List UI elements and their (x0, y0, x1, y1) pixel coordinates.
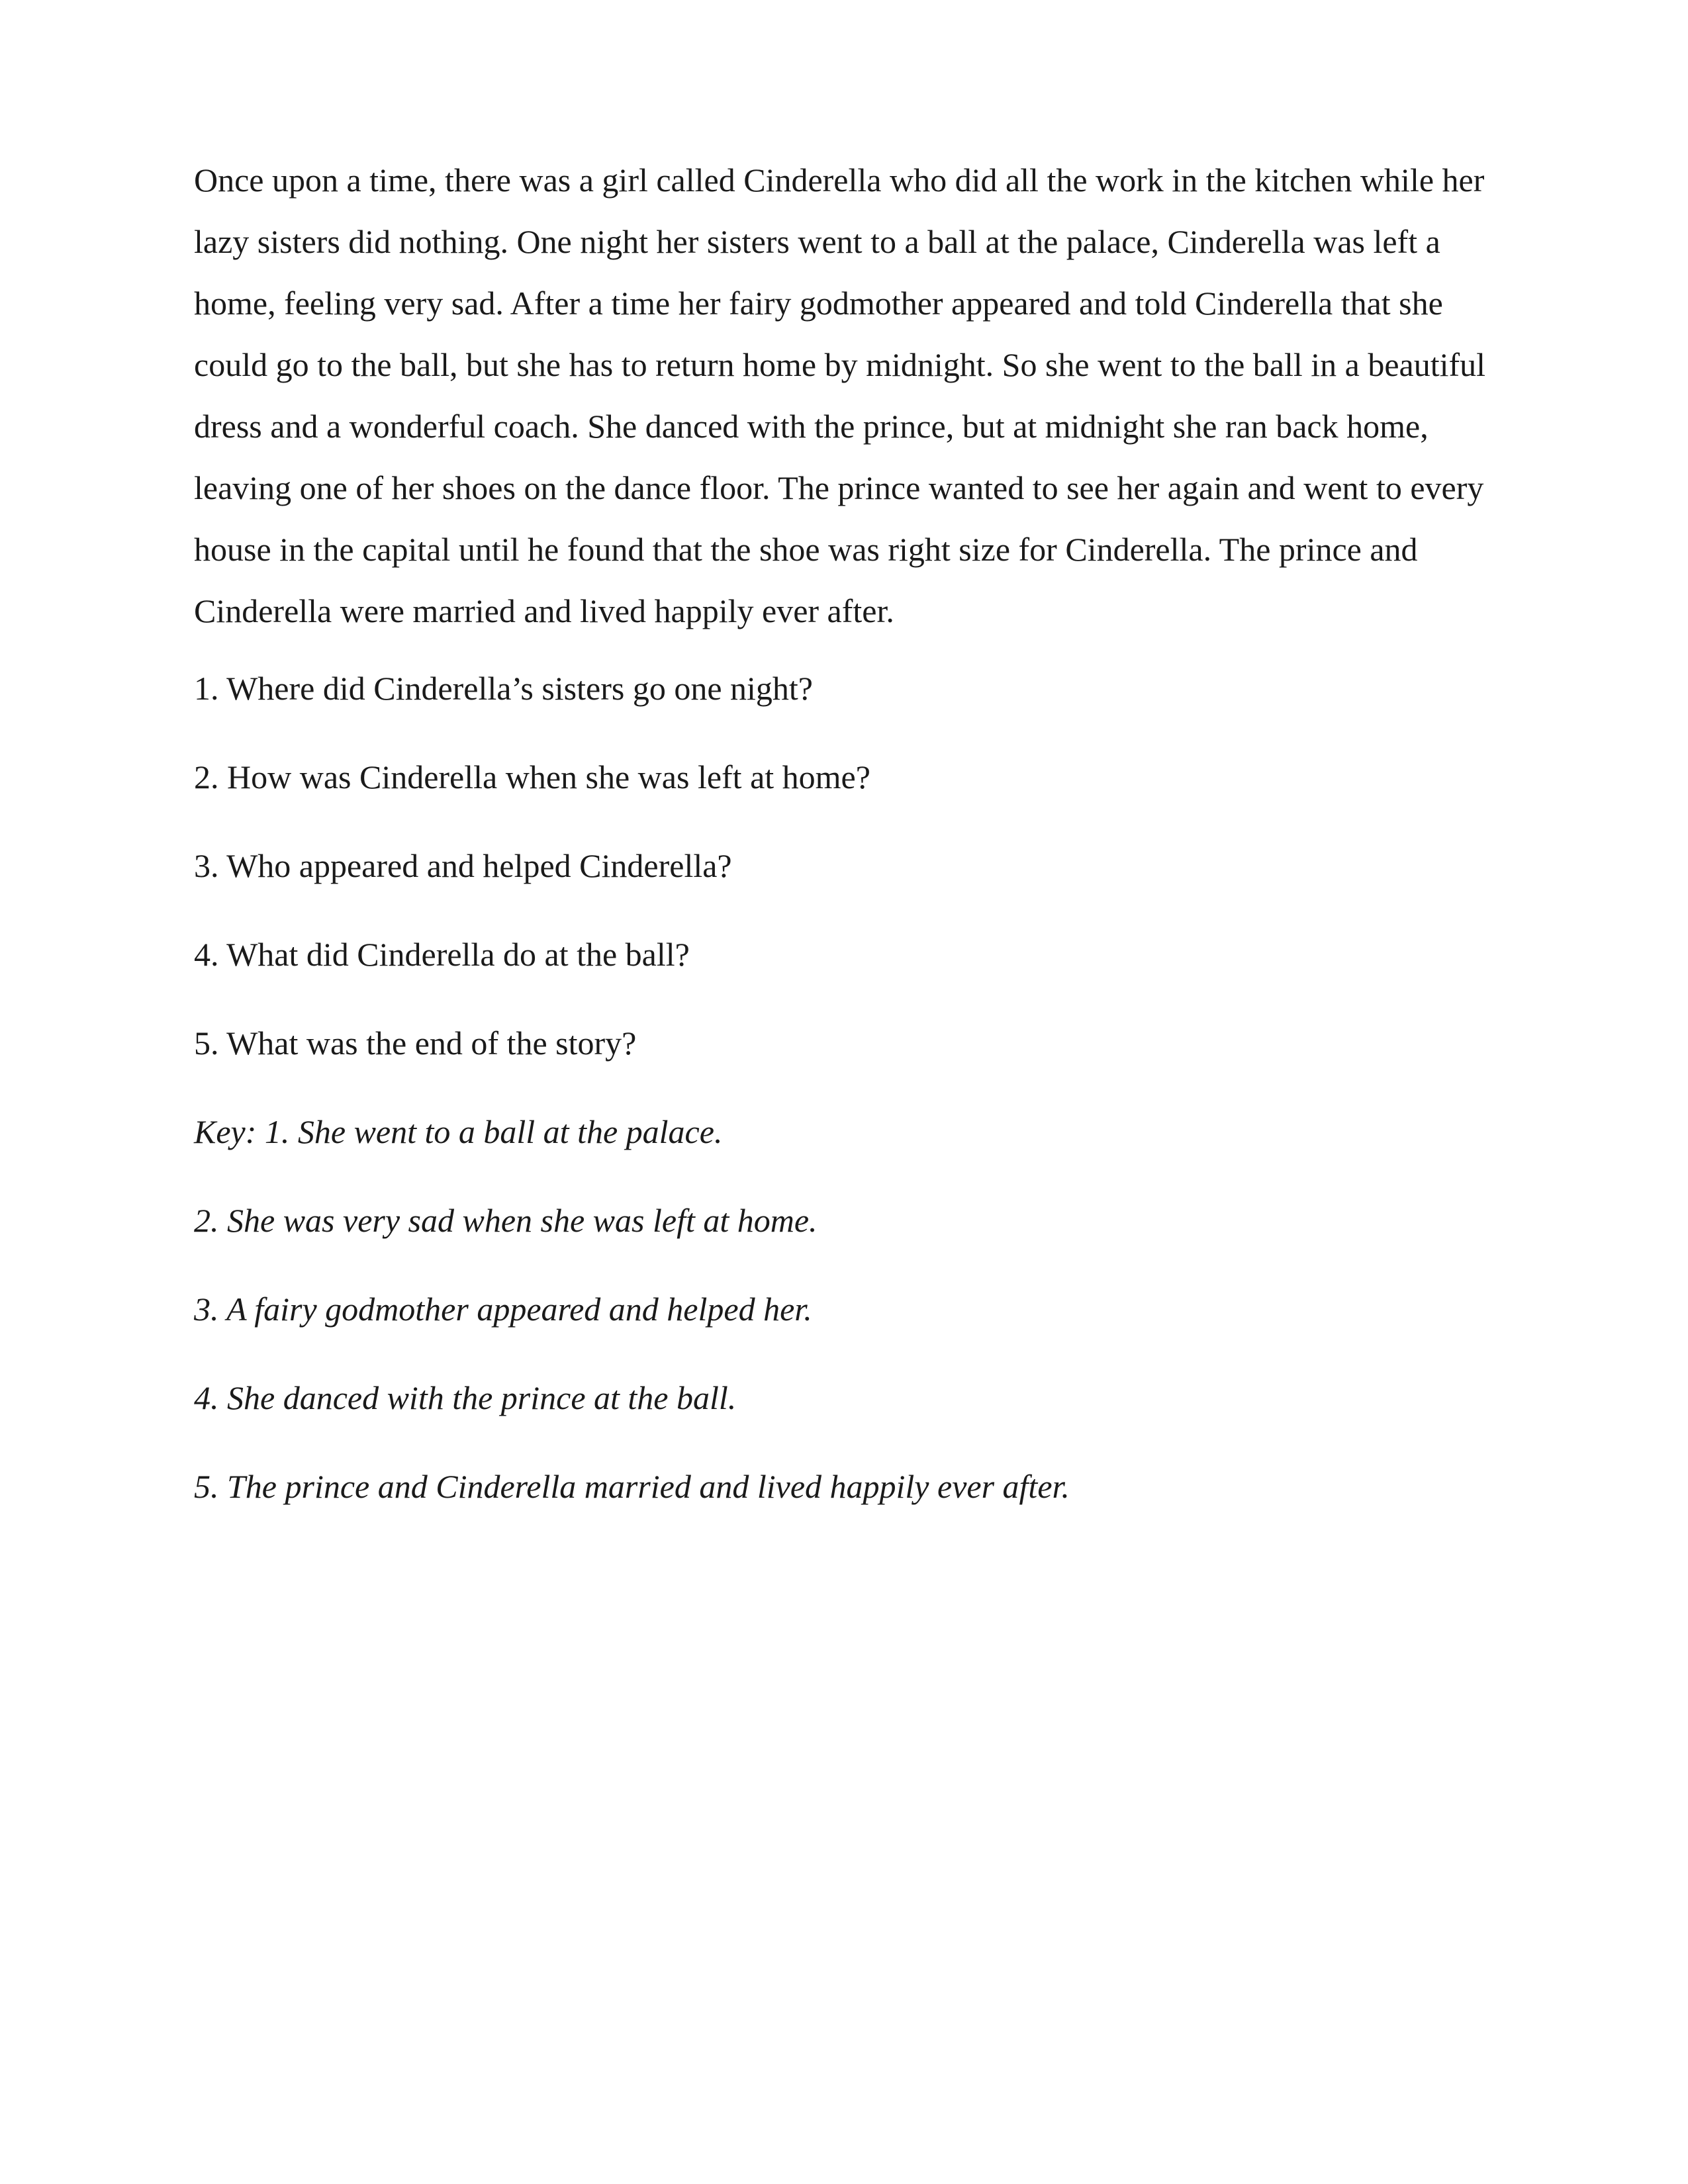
story-paragraph: Once upon a time, there was a girl called Cinderella who did all the work in the kitchen while her lazy sisters did nothing. One night her sisters went to a ball at the palace, Cinderella was left a home, feeling very sad. After a time her fairy godmother appeared and told Cinderella that she could go to the ball, but she has to return home by midnight. So she went to the ball in a beautiful dress and a wonderful coach. She danced with the prince, but at midnight she ran back home, leaving one of her shoes on the dance floor. The prince wanted to see her again and went to every house in the capital until he found that the shoe was right size for Cinderella. The prince and Cinderella were married and lived happily ever after. (194, 161, 1486, 629)
question-item: 3. Who appeared and helped Cinderella? (194, 847, 732, 884)
answer-key-item: 5. The prince and Cinderella married and lived happily ever after. (194, 1468, 1070, 1505)
question-item: 5. What was the end of the story? (194, 1024, 637, 1062)
question-item: 1. Where did Cinderella’s sisters go one night? (194, 670, 813, 707)
answer-key-item: 2. She was very sad when she was left at home. (194, 1202, 818, 1239)
question-item: 2. How was Cinderella when she was left at home? (194, 758, 870, 796)
answer-key-item: Key: 1. She went to a ball at the palace. (194, 1113, 723, 1150)
document-body (194, 150, 1518, 1555)
answer-key-item: 4. She danced with the prince at the ball. (194, 1379, 737, 1416)
answer-key-item: 3. A fairy godmother appeared and helped her. (194, 1291, 812, 1328)
question-item: 4. What did Cinderella do at the ball? (194, 936, 690, 973)
question-list (194, 668, 1518, 1555)
